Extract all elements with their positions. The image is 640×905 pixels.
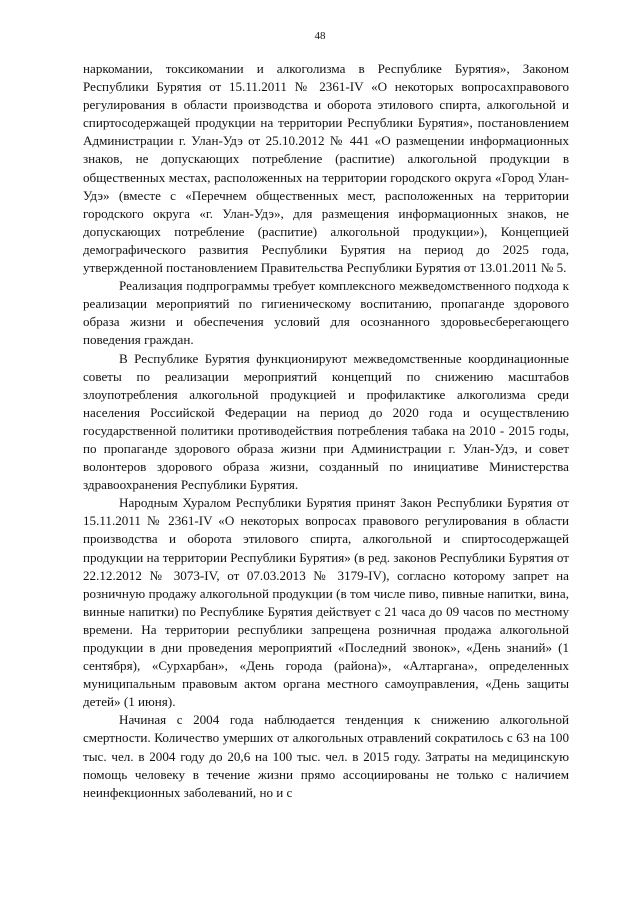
paragraph-mortality-trend: Начиная с 2004 года наблюдается тенденция к снижению алкогольной смертности. Количество умерших от алкогольных отравлений сократилось с 63 на 100 тыс. чел. в 2004 году до 20,6 на 100 тыс. чел. в 2015 году. Затраты на медицинскую помощь человеку в течение жизни прямо ассоциированы не только с наличием неинфекционных заболеваний, но и с [83, 712, 569, 800]
paragraph-subprogram-implementation: Реализация подпрограммы требует комплексного межведомственного подхода к реализации мероприятий по гигиеническому воспитанию, пропаганде здорового образа жизни и обеспечения условий для осознанного здоровьесберегающего поведения граждан. [83, 278, 569, 348]
paragraph-continuation: наркомании, токсикомании и алкоголизма в Республике Бурятия», Законом Республики Бурятия от 15.11.2011 № 2361-IV «О некоторых вопросахправового регулирования в области производства и оборота этилового спирта, алкогольной и спиртосодержащей продукции на территории Республики Бурятия», постановлением Администрации г. Улан-Удэ от 25.10.2012 № 441 «О размещении информационных знаков, не допускающих потребление (распитие) алкогольной продукции в общественных местах, расположенных на территории городского округа «Город Улан-Удэ» (вместе с «Перечнем общественных мест, расположенных на территории городского округа «г. Улан-Удэ», для размещения информационных знаков, не допускающих потребление (распитие) алкогольной продукции»), Концепцией демографического развития Республики Бурятия на период до 2025 года, утвержденной постановлением Правительства Республики Бурятия от 13.01.2011 № 5. [83, 61, 569, 276]
document-body [83, 60, 569, 802]
page-number: 48 [314, 30, 326, 42]
paragraph-alcohol-law: Народным Хуралом Республики Бурятия принят Закон Республики Бурятия от 15.11.2011 № 2361-IV «О некоторых вопросах правового регулирования в области производства и оборота этилового спирта, алкогольной и спиртосодержащей продукции на территории Республики Бурятия» (в ред. законов Республики Бурятия от 22.12.2012 № 3073-IV, от 07.03.2013 № 3179-IV), согласно которому запрет на розничную продажу алкогольной продукции (в том числе пиво, пивные напитки, вина, винные напитки) по Республике Бурятия действует с 21 часа до 09 часов по местному времени. На территории республики запрещена розничная продажа алкогольной продукции в дни проведения мероприятий «Последний звонок», «День знаний» (1 сентября), «Сурхарбан», «День города (района)», «Алтаргана», определенных муниципальным правовым актом органа местного самоуправления, «День защиты детей» (1 июня). [83, 495, 569, 710]
paragraph-coordination-councils: В Республике Бурятия функционируют межведомственные координационные советы по реализации мероприятий концепций по снижению масштабов злоупотребления алкогольной продукцией и профилактике алкоголизма среди населения Российской Федерации на период до 2020 года и осуществлению государственной политики противодействия потребления табака на 2010 - 2015 годы, по пропаганде здорового образа жизни при Администрации г. Улан-Удэ, и совет волонтеров здорового образа жизни, созданный по инициативе Министерства здравоохранения Республики Бурятия. [83, 350, 569, 493]
